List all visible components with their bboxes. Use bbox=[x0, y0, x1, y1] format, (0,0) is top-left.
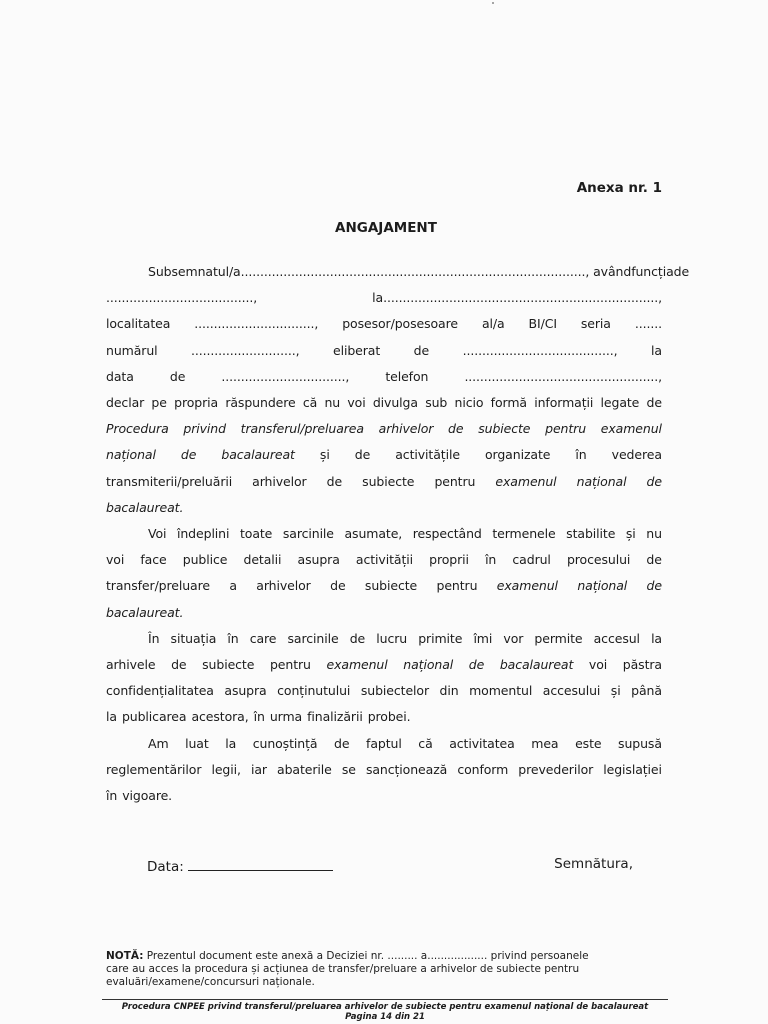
body-word: face bbox=[140, 552, 167, 568]
body-line bbox=[106, 442, 662, 468]
body-word: luat bbox=[185, 735, 209, 751]
body-word: asumate, bbox=[344, 526, 403, 542]
body-word: în bbox=[253, 709, 265, 725]
body-word: național bbox=[577, 578, 628, 594]
body-line bbox=[106, 495, 662, 521]
body-line bbox=[106, 783, 662, 809]
body-word: cadrul bbox=[512, 552, 551, 568]
body-word: ..........................., bbox=[191, 342, 300, 358]
body-word: de bbox=[330, 578, 346, 594]
body-line bbox=[106, 285, 662, 311]
body-word: sub bbox=[425, 395, 448, 411]
body-word: vigoare. bbox=[122, 788, 173, 804]
body-word: național bbox=[576, 473, 627, 489]
body-word: probei. bbox=[367, 709, 411, 725]
body-word: este bbox=[575, 735, 602, 751]
body-line bbox=[106, 338, 662, 364]
body-word: cunoștință bbox=[252, 735, 318, 751]
body-word: și bbox=[610, 683, 621, 699]
body-word: declar bbox=[106, 395, 145, 411]
body-word: situația bbox=[170, 630, 217, 646]
body-word: procesului bbox=[566, 552, 631, 568]
body-word: stabilite bbox=[566, 526, 616, 542]
body-word: național bbox=[106, 447, 156, 463]
body-word: confidențialitatea bbox=[106, 683, 214, 699]
body-word: de bbox=[349, 630, 366, 646]
body-word: la bbox=[225, 735, 237, 751]
body-word: asupra bbox=[224, 683, 267, 699]
body-word: de bbox=[646, 395, 662, 411]
body-word: transfer/preluare bbox=[106, 578, 210, 594]
body-word: de bbox=[646, 552, 662, 568]
body-word: ....... bbox=[634, 316, 662, 332]
body-word: momentul bbox=[469, 683, 533, 699]
body-word: telefon bbox=[385, 368, 429, 384]
body-word: legii, bbox=[211, 761, 241, 777]
body-word: de bbox=[180, 447, 197, 463]
body-word: În bbox=[148, 630, 160, 646]
body-word: legate bbox=[600, 395, 640, 411]
body-word: arhivelor bbox=[256, 578, 311, 594]
page-footer bbox=[100, 1002, 670, 1022]
body-word: arhivelor bbox=[378, 421, 434, 437]
body-word: privind bbox=[183, 421, 226, 437]
body-line bbox=[106, 547, 662, 573]
body-word: divulga bbox=[372, 395, 418, 411]
body-word: de bbox=[334, 735, 350, 751]
body-word: răspundere bbox=[225, 395, 296, 411]
body-line bbox=[106, 704, 662, 730]
body-word: de bbox=[171, 657, 187, 673]
body-word: abaterile bbox=[277, 761, 332, 777]
body-word: supusă bbox=[618, 735, 662, 751]
body-word: localitatea bbox=[106, 316, 171, 332]
body-word: vederea bbox=[611, 447, 662, 463]
body-word: din bbox=[439, 683, 459, 699]
body-line bbox=[106, 469, 662, 495]
body-word: transmiterii/preluării bbox=[106, 473, 233, 489]
date-field bbox=[147, 856, 333, 875]
body-word: conform bbox=[457, 761, 509, 777]
body-word: de bbox=[673, 264, 690, 279]
signature-label: Semnătura, bbox=[554, 856, 633, 872]
body-word: urma bbox=[269, 709, 303, 725]
body-word: prevederilor bbox=[518, 761, 594, 777]
body-word: eliberat bbox=[333, 342, 381, 358]
body-word: bacalaureat bbox=[499, 657, 574, 673]
body-line bbox=[106, 364, 662, 390]
body-word: de bbox=[646, 578, 662, 594]
body-word: de bbox=[326, 473, 343, 489]
body-line bbox=[106, 731, 662, 757]
body-word: reglementărilor bbox=[106, 761, 202, 777]
body-word: seria bbox=[580, 316, 611, 332]
body-word: examenul bbox=[495, 473, 557, 489]
body-word: ......................................., bbox=[462, 342, 618, 358]
note-line: NOTĂ: Prezentul document este anexă a Deciziei nr. ......... a.................. privind persoanele bbox=[106, 950, 589, 962]
body-line bbox=[106, 521, 662, 547]
body-word: examenul bbox=[496, 578, 558, 594]
body-word: și bbox=[319, 447, 330, 463]
body-word: mea bbox=[531, 735, 559, 751]
body-word: voi bbox=[347, 395, 366, 411]
body-word: sancționează bbox=[365, 761, 448, 777]
body-word: ..............................., bbox=[194, 316, 319, 332]
body-word: proprii bbox=[429, 552, 469, 568]
body-word: pentru bbox=[434, 473, 476, 489]
body-word: la......................................................................., bbox=[372, 290, 662, 306]
body-line bbox=[106, 626, 662, 652]
body-word: în bbox=[106, 788, 118, 804]
body-line bbox=[106, 652, 662, 678]
note-line: care au acces la procedura și acțiunea de transfer/preluare a arhivelor de subiecte pentru bbox=[106, 963, 580, 975]
annex-number: Anexa nr. 1 bbox=[576, 180, 662, 196]
body-word: de bbox=[448, 421, 464, 437]
body-word: lucru bbox=[376, 630, 408, 646]
body-word: Subsemnatul/a bbox=[148, 264, 241, 279]
body-word: pentru bbox=[269, 657, 311, 673]
body-word: accesului bbox=[542, 683, 601, 699]
body-line bbox=[106, 678, 662, 704]
body-word: faptul bbox=[366, 735, 402, 751]
body-word: termenele bbox=[492, 526, 556, 542]
body-word: publicarea bbox=[121, 709, 187, 725]
body-word: nu bbox=[646, 526, 662, 542]
body-word: conținutului bbox=[277, 683, 351, 699]
body-word: sarcinile bbox=[287, 630, 339, 646]
body-word: accesul bbox=[593, 630, 640, 646]
footer-divider bbox=[102, 999, 668, 1000]
body-word: că bbox=[418, 735, 433, 751]
body-word: toate bbox=[239, 526, 273, 542]
body-word: permite bbox=[534, 630, 583, 646]
body-word: nicio bbox=[454, 395, 484, 411]
body-word: că bbox=[302, 395, 318, 411]
body-word: formă bbox=[490, 395, 527, 411]
body-word: se bbox=[341, 761, 356, 777]
body-word: sarcinile bbox=[282, 526, 334, 542]
body-word: Procedura bbox=[106, 421, 169, 437]
document-title: ANGAJAMENT bbox=[335, 220, 437, 236]
body-word: activității bbox=[355, 552, 413, 568]
footer-procedure-title: Procedura CNPEE privind transferul/preluarea arhivelor de subiecte pentru examenul național de bacalaureat bbox=[121, 1002, 649, 1012]
date-blank-line bbox=[188, 856, 333, 871]
body-line bbox=[106, 390, 662, 416]
body-word: posesor/posesoare bbox=[342, 316, 458, 332]
body-word: detalii bbox=[243, 552, 282, 568]
body-word: numărul bbox=[106, 342, 158, 358]
body-word: organizate bbox=[484, 447, 551, 463]
body-line bbox=[106, 600, 662, 626]
body-word: examenul bbox=[600, 421, 662, 437]
commitment-body bbox=[106, 259, 690, 809]
body-line bbox=[106, 259, 690, 285]
body-word: .................................................., bbox=[464, 368, 662, 384]
body-word: subiecte bbox=[478, 421, 531, 437]
body-word: voi bbox=[106, 552, 125, 568]
body-word: național bbox=[403, 657, 454, 673]
body-word: vor bbox=[503, 630, 524, 646]
scan-speck bbox=[492, 2, 494, 4]
body-word: și bbox=[625, 526, 636, 542]
body-word: în bbox=[227, 630, 239, 646]
body-word: de bbox=[646, 473, 662, 489]
body-word: pentru bbox=[436, 578, 478, 594]
body-word: data bbox=[106, 368, 134, 384]
note-line: evaluări/examene/concursuri naționale. bbox=[106, 976, 315, 988]
body-word: pe bbox=[151, 395, 167, 411]
body-line bbox=[106, 757, 662, 783]
body-word: subiectelor bbox=[360, 683, 430, 699]
body-word: de bbox=[169, 368, 186, 384]
body-word: pentru bbox=[545, 421, 587, 437]
body-word: respectând bbox=[412, 526, 482, 542]
body-word: bacalaureat. bbox=[106, 499, 184, 515]
body-word: de bbox=[468, 657, 485, 673]
body-word: acestora, bbox=[191, 709, 249, 725]
footer-page-number: Pagina 14 din 21 bbox=[345, 1012, 425, 1022]
body-word: păstra bbox=[622, 657, 662, 673]
body-word: la bbox=[651, 630, 662, 646]
body-word: bacalaureat bbox=[221, 447, 295, 463]
body-word: la bbox=[651, 342, 662, 358]
body-word: activitățile bbox=[395, 447, 460, 463]
body-word: subiecte bbox=[202, 657, 255, 673]
body-word: legislației bbox=[603, 761, 662, 777]
body-word: ................................, bbox=[221, 368, 350, 384]
body-word: Am bbox=[148, 735, 169, 751]
body-word: a bbox=[229, 578, 237, 594]
body-word: informații bbox=[534, 395, 594, 411]
body-word: care bbox=[249, 630, 277, 646]
body-word: în bbox=[485, 552, 497, 568]
date-label: Data: bbox=[147, 859, 184, 875]
body-line bbox=[106, 311, 662, 337]
body-line bbox=[106, 416, 662, 442]
body-word: BI/CI bbox=[528, 316, 557, 332]
body-word: bacalaureat. bbox=[106, 604, 184, 620]
body-word: în bbox=[575, 447, 587, 463]
body-word: la bbox=[106, 709, 117, 725]
body-word: subiecte bbox=[364, 578, 418, 594]
body-word: până bbox=[631, 683, 662, 699]
body-word: de bbox=[354, 447, 371, 463]
footnote-note bbox=[106, 950, 662, 989]
body-word: arhivelor bbox=[252, 473, 307, 489]
body-word: arhivele bbox=[106, 657, 156, 673]
body-word: finalizării bbox=[307, 709, 363, 725]
body-word: funcția bbox=[631, 264, 674, 279]
body-word: subiecte bbox=[362, 473, 415, 489]
body-line bbox=[106, 573, 662, 599]
body-word: al/a bbox=[481, 316, 505, 332]
body-word: ........................................................................................., având bbox=[240, 264, 632, 279]
body-word: voi bbox=[588, 657, 608, 673]
body-word: propria bbox=[174, 395, 219, 411]
body-word: îndeplini bbox=[176, 526, 230, 542]
body-word: examenul bbox=[326, 657, 388, 673]
body-word: îmi bbox=[473, 630, 493, 646]
body-word: primite bbox=[418, 630, 463, 646]
body-word: iar bbox=[250, 761, 267, 777]
body-word: Voi bbox=[148, 526, 167, 542]
body-word: de bbox=[413, 342, 430, 358]
body-word: ......................................, bbox=[106, 290, 258, 306]
body-word: transferul/preluarea bbox=[240, 421, 364, 437]
body-word: asupra bbox=[297, 552, 340, 568]
body-word: activitatea bbox=[449, 735, 515, 751]
body-word: publice bbox=[182, 552, 228, 568]
signature-row bbox=[147, 856, 633, 875]
body-word: nu bbox=[324, 395, 341, 411]
